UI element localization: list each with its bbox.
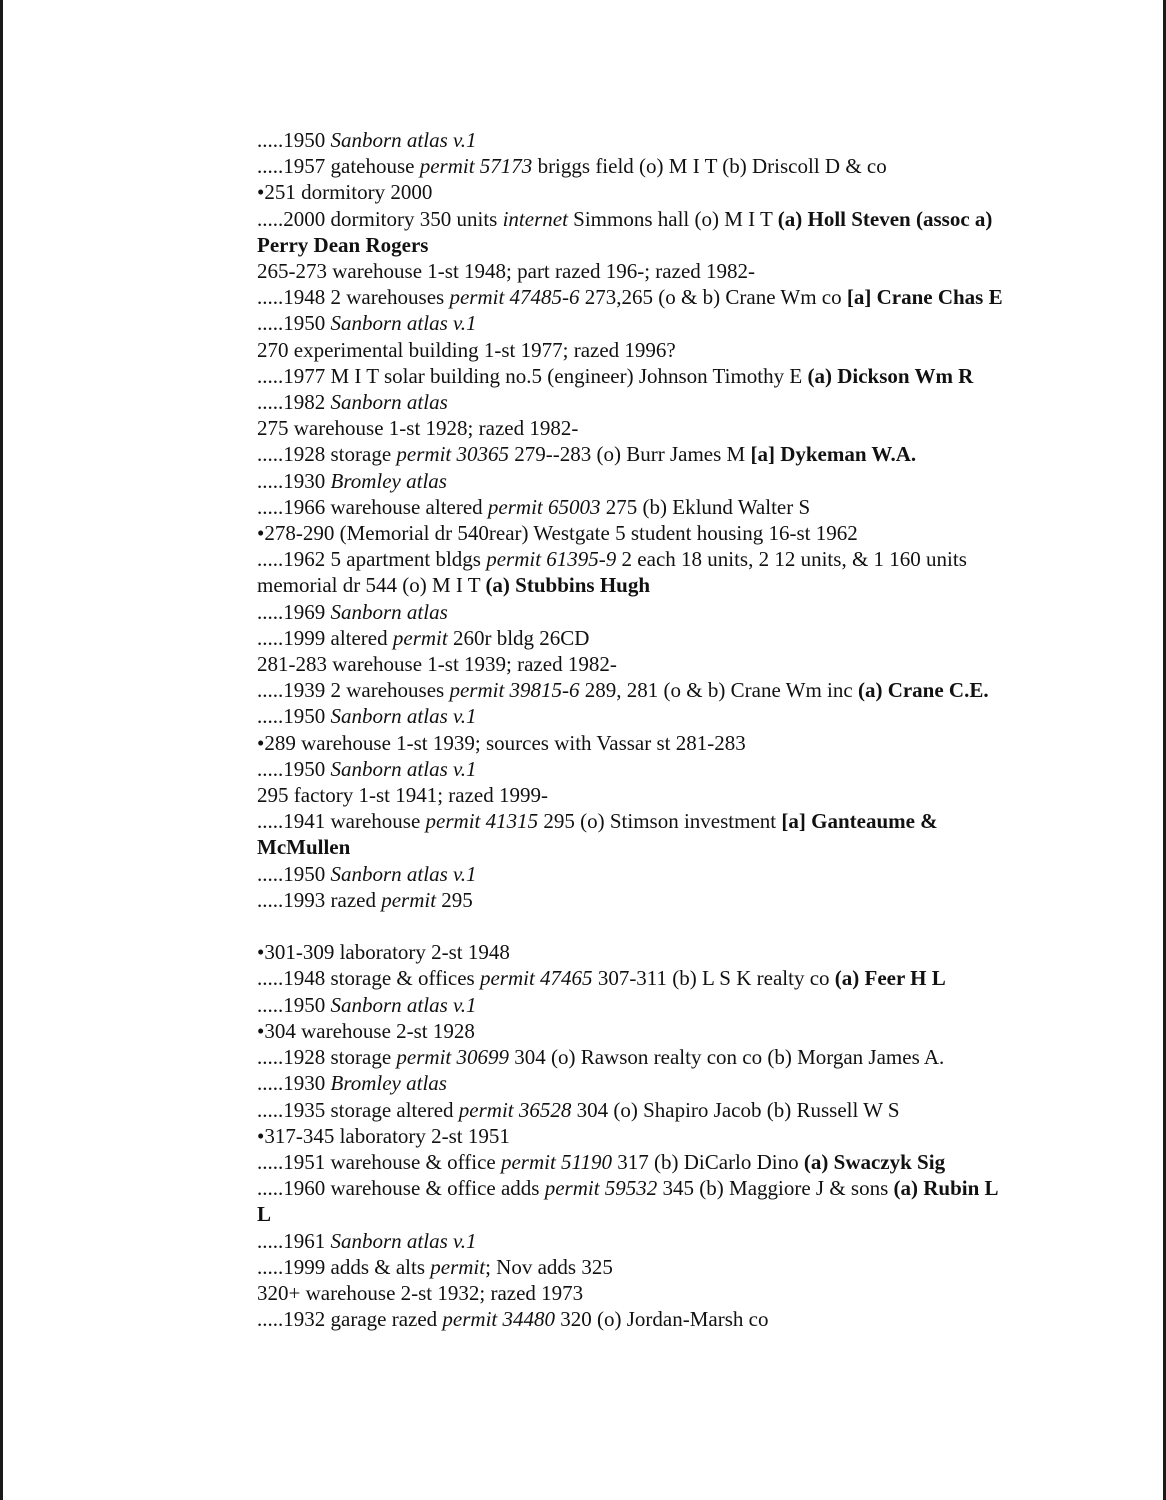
record-text: .....1966 warehouse altered xyxy=(257,494,488,519)
source-ref: Sanborn atlas v.1 xyxy=(330,992,477,1017)
record-text: 320+ warehouse 2-st 1932; razed 1973 xyxy=(257,1280,584,1305)
source-ref: permit 47485-6 xyxy=(449,285,580,310)
record-text: .....1935 storage altered xyxy=(257,1097,459,1122)
record-line xyxy=(257,599,1047,625)
record-line xyxy=(257,992,1047,1018)
record-text: 275 warehouse 1-st 1928; razed 1982- xyxy=(257,416,579,441)
record-text: .....1999 adds & alts xyxy=(257,1254,431,1279)
record-line xyxy=(257,179,1047,205)
source-ref: permit 47465 xyxy=(479,966,593,991)
source-ref: Sanborn atlas v.1 xyxy=(330,704,477,729)
architect-name: Perry Dean Rogers xyxy=(257,232,429,257)
record-text: .....1950 xyxy=(257,861,331,886)
record-text: .....1950 xyxy=(257,756,331,781)
record-text: memorial dr 544 (o) M I T xyxy=(257,573,486,598)
record-text: ; Nov adds 325 xyxy=(485,1254,613,1279)
record-text: Simmons hall (o) M I T xyxy=(567,206,778,231)
architect-name: (a) Crane C.E. xyxy=(857,678,989,703)
architect-name: (a) Feer H L xyxy=(834,966,946,991)
record-line xyxy=(257,887,1047,913)
source-ref: permit xyxy=(430,1254,486,1279)
record-text: 281-283 warehouse 1-st 1939; razed 1982- xyxy=(257,652,617,677)
record-line xyxy=(257,1097,1047,1123)
record-line xyxy=(257,206,1047,232)
record-text: .....1930 xyxy=(257,468,331,493)
architect-name: (a) Swaczyk Sig xyxy=(803,1149,946,1174)
source-ref: permit 59532 xyxy=(544,1176,658,1201)
record-text: .....1993 razed xyxy=(257,887,382,912)
source-ref: permit 57173 xyxy=(419,154,533,179)
record-line xyxy=(257,1201,1047,1227)
source-ref: Sanborn atlas v.1 xyxy=(330,756,477,781)
record-text: 275 (b) Eklund Walter S xyxy=(600,494,811,519)
record-text: .....1950 xyxy=(257,992,331,1017)
record-line xyxy=(257,1280,1047,1306)
record-line xyxy=(257,782,1047,808)
architect-name: McMullen xyxy=(257,835,351,860)
record-line xyxy=(257,389,1047,415)
source-ref: permit 65003 xyxy=(487,494,601,519)
record-line xyxy=(257,127,1047,153)
record-line xyxy=(257,1306,1047,1332)
record-text: •317-345 laboratory 2-st 1951 xyxy=(257,1123,510,1148)
record-text: .....1969 xyxy=(257,599,331,624)
record-text: 289, 281 (o & b) Crane Wm inc xyxy=(579,678,858,703)
record-line xyxy=(257,258,1047,284)
source-ref: permit 39815-6 xyxy=(449,678,580,703)
source-ref: Sanborn atlas xyxy=(330,390,448,415)
source-ref: internet xyxy=(502,206,568,231)
record-line xyxy=(257,861,1047,887)
record-line xyxy=(257,572,1047,598)
record-line xyxy=(257,939,1047,965)
source-ref: permit 51190 xyxy=(500,1149,612,1174)
record-line xyxy=(257,494,1047,520)
record-text: 295 factory 1-st 1941; razed 1999- xyxy=(257,783,548,808)
source-ref: Sanborn atlas v.1 xyxy=(330,128,477,152)
record-text: 2 each 18 units, 2 12 units, & 1 160 units xyxy=(616,547,967,572)
record-text: .....1948 storage & offices xyxy=(257,966,480,991)
record-text: 345 (b) Maggiore J & sons xyxy=(657,1176,894,1201)
architect-name: (a) Rubin L xyxy=(893,1176,999,1201)
record-line xyxy=(257,1254,1047,1280)
record-text: 317 (b) DiCarlo Dino xyxy=(612,1149,804,1174)
record-line xyxy=(257,441,1047,467)
record-text: .....1962 5 apartment bldgs xyxy=(257,547,487,572)
record-line xyxy=(257,730,1047,756)
record-line xyxy=(257,1175,1047,1201)
record-text: .....1928 storage xyxy=(257,1045,397,1070)
source-ref: permit 61395-9 xyxy=(486,547,617,572)
record-line xyxy=(257,153,1047,179)
source-ref: permit 30365 xyxy=(396,442,509,467)
record-line xyxy=(257,651,1047,677)
source-ref: permit xyxy=(392,625,448,650)
record-text: 279--283 (o) Burr James M xyxy=(508,442,751,467)
record-line xyxy=(257,1228,1047,1254)
record-line xyxy=(257,546,1047,572)
record-text: 270 experimental building 1-st 1977; razed 1996? xyxy=(257,337,676,362)
architect-name: [a] Crane Chas E xyxy=(846,285,1003,310)
record-line xyxy=(257,677,1047,703)
record-text: .....2000 dormitory 350 units xyxy=(257,206,503,231)
source-ref: Sanborn atlas xyxy=(330,599,448,624)
record-text: 295 (o) Stimson investment xyxy=(538,809,782,834)
record-text: .....1932 garage razed xyxy=(257,1307,443,1332)
record-text: .....1941 warehouse xyxy=(257,809,426,834)
source-ref: Sanborn atlas v.1 xyxy=(330,311,477,336)
architect-name: (a) Stubbins Hugh xyxy=(485,573,651,598)
record-text: •251 dormitory 2000 xyxy=(257,180,433,205)
record-text: •278-290 (Memorial dr 540rear) Westgate 5 student housing 16-st 1962 xyxy=(257,521,858,546)
record-line xyxy=(257,1044,1047,1070)
record-text: .....1999 altered xyxy=(257,625,393,650)
architect-name: [a] Dykeman W.A. xyxy=(750,442,917,467)
source-ref: permit 34480 xyxy=(442,1307,555,1332)
blank-line xyxy=(257,913,1047,939)
record-text: .....1928 storage xyxy=(257,442,397,467)
record-text: .....1939 2 warehouses xyxy=(257,678,450,703)
source-ref: Bromley atlas xyxy=(330,1071,447,1096)
record-line xyxy=(257,756,1047,782)
record-text: .....1961 xyxy=(257,1228,331,1253)
source-ref: Bromley atlas xyxy=(330,468,447,493)
source-ref: permit xyxy=(381,887,437,912)
record-text: •304 warehouse 2-st 1928 xyxy=(257,1018,475,1043)
record-line xyxy=(257,808,1047,834)
record-text: .....1950 xyxy=(257,704,331,729)
record-line xyxy=(257,1018,1047,1044)
record-text: .....1957 gatehouse xyxy=(257,154,420,179)
record-line xyxy=(257,232,1047,258)
record-line xyxy=(257,468,1047,494)
source-ref: permit 30699 xyxy=(396,1045,509,1070)
scan-edge-left xyxy=(0,0,3,1500)
architect-name: L xyxy=(257,1202,272,1227)
record-text: •301-309 laboratory 2-st 1948 xyxy=(257,940,510,965)
record-line xyxy=(257,834,1047,860)
record-line xyxy=(257,520,1047,546)
record-line xyxy=(257,337,1047,363)
record-line xyxy=(257,363,1047,389)
record-text: 304 (o) Rawson realty con co (b) Morgan James A. xyxy=(508,1045,945,1070)
record-text: 295 xyxy=(436,887,473,912)
record-text: .....1951 warehouse & office xyxy=(257,1149,501,1174)
record-line xyxy=(257,625,1047,651)
record-text: briggs field (o) M I T (b) Driscoll D & co xyxy=(532,154,887,179)
record-text: 260r bldg 26CD xyxy=(447,625,590,650)
architect-name: (a) Holl Steven (assoc a) xyxy=(777,206,993,231)
architect-name: [a] Ganteaume & xyxy=(781,809,938,834)
record-line xyxy=(257,1070,1047,1096)
record-text: .....1950 xyxy=(257,128,331,152)
record-text: 265-273 warehouse 1-st 1948; part razed 196-; razed 1982- xyxy=(257,259,756,284)
record-text: .....1982 xyxy=(257,390,331,415)
record-line xyxy=(257,284,1047,310)
record-text: .....1977 M I T solar building no.5 (engineer) Johnson Timothy E xyxy=(257,363,808,388)
record-text: .....1950 xyxy=(257,311,331,336)
record-text: 304 (o) Shapiro Jacob (b) Russell W S xyxy=(571,1097,900,1122)
record-text: .....1948 2 warehouses xyxy=(257,285,450,310)
record-list xyxy=(257,127,1047,1332)
source-ref: permit 36528 xyxy=(458,1097,572,1122)
architect-name: (a) Dickson Wm R xyxy=(807,363,974,388)
source-ref: permit 41315 xyxy=(425,809,539,834)
record-text: 307-311 (b) L S K realty co xyxy=(592,966,835,991)
source-ref: Sanborn atlas v.1 xyxy=(330,1228,477,1253)
record-text: .....1930 xyxy=(257,1071,331,1096)
record-line xyxy=(257,703,1047,729)
record-line xyxy=(257,415,1047,441)
record-text: 273,265 (o & b) Crane Wm co xyxy=(579,285,847,310)
source-ref: Sanborn atlas v.1 xyxy=(330,861,477,886)
record-line xyxy=(257,1149,1047,1175)
record-line xyxy=(257,965,1047,991)
record-line xyxy=(257,310,1047,336)
record-text: 320 (o) Jordan-Marsh co xyxy=(555,1307,769,1332)
record-text: •289 warehouse 1-st 1939; sources with Vassar st 281-283 xyxy=(257,730,746,755)
record-line xyxy=(257,1123,1047,1149)
record-text: .....1960 warehouse & office adds xyxy=(257,1176,545,1201)
